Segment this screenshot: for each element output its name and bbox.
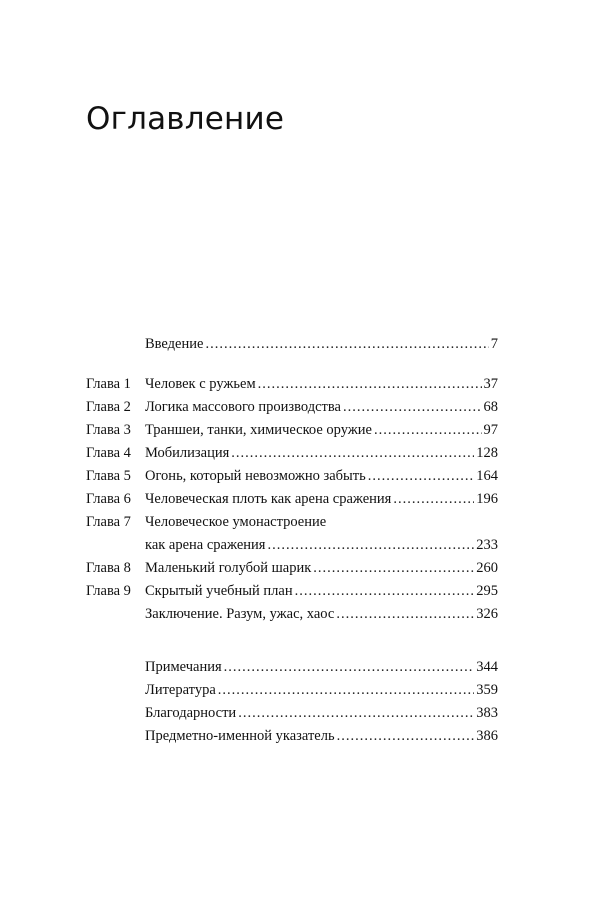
dot-leader	[224, 656, 475, 679]
chapter-label: Глава 9	[86, 583, 131, 599]
toc-row-literature[interactable]	[86, 679, 498, 702]
toc-page-number: 97	[483, 422, 498, 438]
dot-leader	[238, 702, 474, 725]
toc-entry-title: Маленький голубой шарик	[145, 560, 312, 576]
dot-leader	[368, 465, 475, 488]
dot-leader	[205, 333, 488, 356]
toc-entry-title: Огонь, который невозможно забыть	[145, 468, 366, 484]
dot-leader	[258, 373, 482, 396]
toc-entry-title: Примечания	[145, 659, 222, 675]
toc-row-acknowledgements[interactable]	[86, 702, 498, 725]
chapter-label: Глава 2	[86, 399, 131, 415]
toc-page-number: 295	[476, 583, 498, 599]
toc-page-number: 383	[476, 705, 498, 721]
toc-row-notes[interactable]	[86, 656, 498, 679]
toc-entry-title: Заключение. Разум, ужас, хаос	[145, 606, 335, 622]
toc-row-chapter-2[interactable]	[86, 396, 498, 419]
dot-leader	[231, 442, 474, 465]
dot-leader	[343, 396, 482, 419]
toc-entry-title: Введение	[145, 336, 204, 352]
toc-entry-title: Скрытый учебный план	[145, 583, 293, 599]
toc-row-chapter-1[interactable]	[86, 373, 498, 396]
chapter-label: Глава 1	[86, 376, 131, 392]
toc-row-chapter-3[interactable]	[86, 419, 498, 442]
toc-entry-title: Мобилизация	[145, 445, 230, 461]
toc-page-number: 7	[490, 336, 498, 352]
toc-page-number: 386	[476, 728, 498, 744]
toc-page-number: 359	[476, 682, 498, 698]
dot-leader	[374, 419, 482, 442]
toc-entry-title: Траншеи, танки, химическое оружие	[145, 422, 372, 438]
toc-page-number: 128	[476, 445, 498, 461]
dot-leader	[267, 534, 474, 557]
toc-page-number: 344	[476, 659, 498, 675]
dot-leader	[336, 603, 474, 626]
toc-intro	[86, 333, 498, 356]
toc-entry-title: Литература	[145, 682, 216, 698]
toc-row-index[interactable]	[86, 725, 498, 748]
toc-entry-title-line-1: Человеческое умонастроение	[145, 514, 327, 530]
toc-page-number: 37	[483, 376, 498, 392]
toc-row-conclusion[interactable]	[86, 603, 498, 626]
toc-row-intro[interactable]	[86, 333, 498, 356]
chapter-label: Глава 3	[86, 422, 131, 438]
chapter-label: Глава 7	[86, 514, 131, 530]
toc-chapters	[86, 373, 498, 626]
chapter-label: Глава 4	[86, 445, 131, 461]
toc-page-number: 196	[476, 491, 498, 507]
toc-entry-title: Человеческая плоть как арена сражения	[145, 491, 392, 507]
toc-page-number: 260	[476, 560, 498, 576]
toc-row-chapter-8[interactable]	[86, 557, 498, 580]
dot-leader	[313, 557, 474, 580]
toc-entry-title: Человек с ружьем	[145, 376, 256, 392]
toc-row-chapter-9[interactable]	[86, 580, 498, 603]
chapter-label: Глава 6	[86, 491, 131, 507]
toc-entry-title-line-2: как арена сражения	[145, 537, 266, 553]
dot-leader	[393, 488, 474, 511]
toc-back-matter	[86, 656, 498, 748]
dot-leader	[337, 725, 475, 748]
toc-row-chapter-7[interactable]	[86, 511, 498, 557]
toc-entry-title: Логика массового производства	[145, 399, 341, 415]
toc-page-number: 68	[483, 399, 498, 415]
toc-row-chapter-6[interactable]	[86, 488, 498, 511]
dot-leader	[295, 580, 475, 603]
toc-row-chapter-5[interactable]	[86, 465, 498, 488]
toc-row-chapter-4[interactable]	[86, 442, 498, 465]
chapter-label: Глава 5	[86, 468, 131, 484]
page-title: Оглавление	[86, 101, 285, 137]
toc-page-number: 233	[476, 537, 498, 553]
toc-entry-title: Благодарности	[145, 705, 237, 721]
dot-leader	[218, 679, 474, 702]
toc-page-number: 326	[476, 606, 498, 622]
toc-page-number: 164	[476, 468, 498, 484]
toc-entry-title: Предметно-именной указатель	[145, 728, 335, 744]
chapter-label: Глава 8	[86, 560, 131, 576]
